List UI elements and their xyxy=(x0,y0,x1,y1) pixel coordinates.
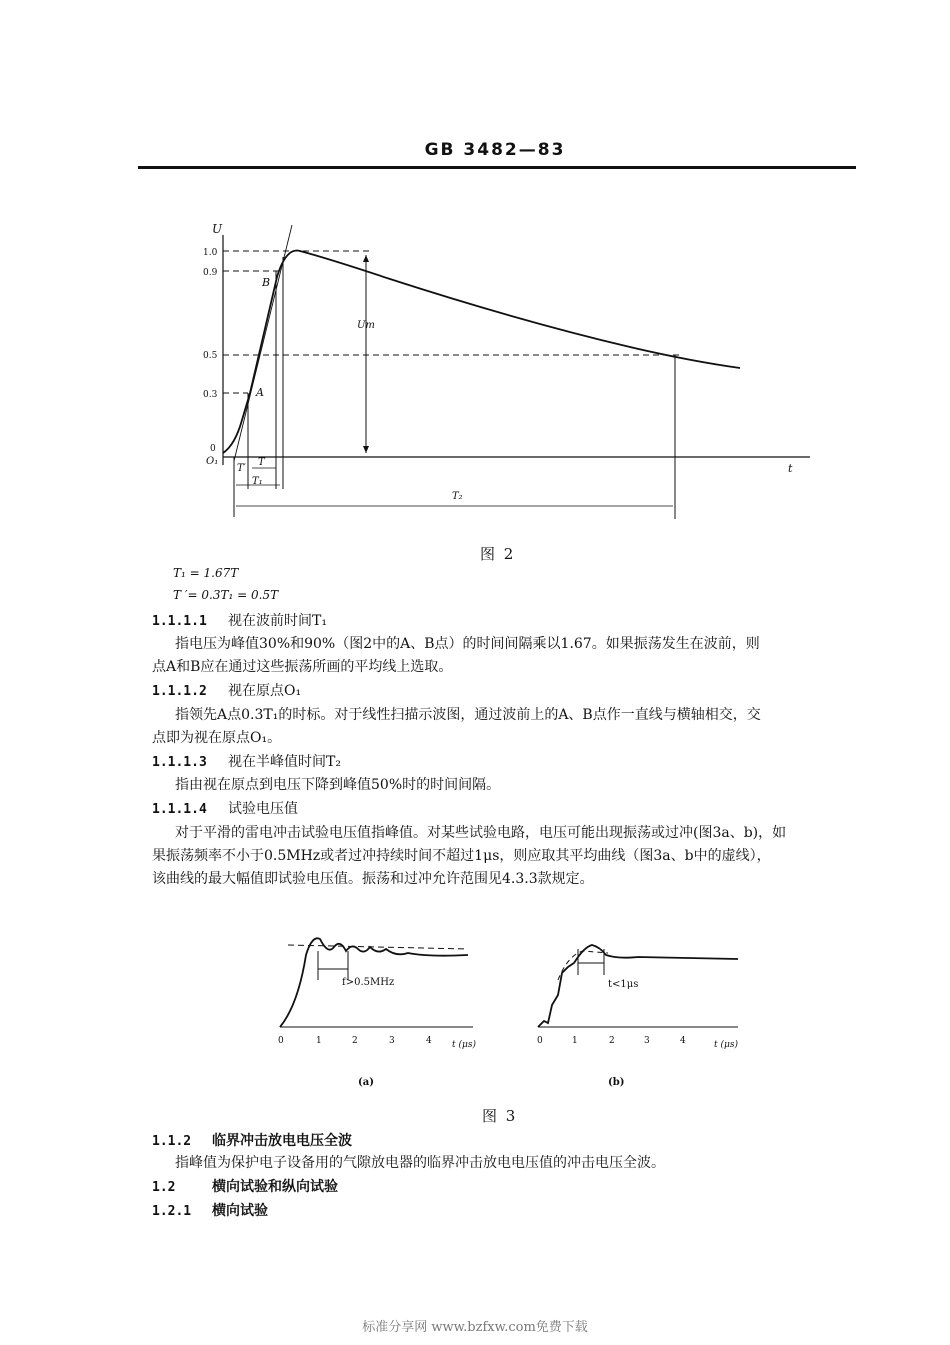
point-a-label: A xyxy=(256,386,264,399)
tick: 2 xyxy=(352,1036,358,1046)
t-axis-label: t xyxy=(788,462,793,475)
figure-3b-mean-curve xyxy=(558,951,608,980)
section-1-1-1-3 xyxy=(152,751,341,771)
formula-t1: T₁ = 1.67T xyxy=(173,566,239,580)
section-title: 视在半峰值时间T₂ xyxy=(228,754,341,770)
u-axis-label: U xyxy=(212,222,223,236)
tick: 3 xyxy=(389,1036,395,1046)
um-label: Um xyxy=(357,320,375,331)
tick: 3 xyxy=(644,1036,650,1046)
paragraph-line: 果振荡频率不小于0.5MHz或者过冲持续时间不超过1μs，则应取其平均曲线（图3a、b中的虚线）， xyxy=(152,848,771,864)
header-rule xyxy=(138,166,856,169)
paragraph-line: 指电压为峰值30%和90%（图2中的A、B点）的时间间隔乘以1.67。如果振荡发生在波前，则 xyxy=(175,636,760,652)
tick-0-3: 0.3 xyxy=(203,390,218,400)
tick: 0 xyxy=(278,1036,284,1046)
paragraph-line: 点即为视在原点O₁。 xyxy=(152,730,282,746)
paragraph-line: 该曲线的最大幅值即试验电压值。振荡和过冲允许范围见4.3.3款规定。 xyxy=(152,871,594,887)
paragraph-line: 指领先A点0.3T₁的时标。对于线性扫描示波图，通过波前上的A、B点作一直线与横轴相交，交 xyxy=(175,707,761,723)
figure-2 xyxy=(190,215,830,525)
figure-3b-caption: (b) xyxy=(608,1077,625,1088)
t1-label: T₁ xyxy=(252,476,263,487)
tick: 0 xyxy=(537,1036,543,1046)
figure-3a-caption: (a) xyxy=(358,1077,374,1088)
footer-watermark: 标准分享网 www.bzfxw.com免费下载 xyxy=(362,1320,588,1335)
t2-label: T₂ xyxy=(452,491,463,502)
standard-number: GB 3482—83 xyxy=(424,140,566,160)
section-number: 1.1.1.2 xyxy=(152,684,207,699)
section-title: 横向试验和纵向试验 xyxy=(212,1179,338,1195)
figure-3a-mean-curve xyxy=(288,945,468,949)
section-number: 1.1.1.4 xyxy=(152,802,207,817)
section-1-2-1 xyxy=(152,1200,268,1220)
tick: 4 xyxy=(426,1036,432,1046)
point-b-label: B xyxy=(262,276,271,289)
section-number: 1.2.1 xyxy=(152,1204,192,1219)
figure-3-caption: 图 3 xyxy=(482,1107,518,1125)
tick: 4 xyxy=(680,1036,686,1046)
tick-1-0: 1.0 xyxy=(203,248,218,258)
paragraph-line: 点A和B应在通过这些振荡所画的平均线上选取。 xyxy=(152,659,453,675)
section-title: 横向试验 xyxy=(212,1203,268,1219)
section-number: 1.1.2 xyxy=(152,1134,192,1149)
figure-3a xyxy=(268,925,498,1065)
freq-label: f>0.5MHz xyxy=(342,977,395,988)
section-1-1-1-4 xyxy=(152,798,298,818)
tick: 1 xyxy=(316,1036,322,1046)
tick: 1 xyxy=(572,1036,578,1046)
impulse-waveform xyxy=(223,251,740,453)
paragraph-line: 指峰值为保护电子设备用的气隙放电器的临界冲击放电电压值的冲击电压全波。 xyxy=(175,1155,665,1171)
section-title: 试验电压值 xyxy=(228,801,298,817)
section-1-1-1-1 xyxy=(152,610,327,630)
section-title: 视在波前时间T₁ xyxy=(228,613,327,629)
time-unit: t (μs) xyxy=(452,1040,476,1050)
section-title: 视在原点O₁ xyxy=(228,683,302,699)
t-label: T xyxy=(258,457,265,468)
origin-label: O₁ xyxy=(206,456,219,467)
t-prime-label: T′ xyxy=(237,463,246,474)
paragraph-line: 指由视在原点到电压下降到峰值50%时的时间间隔。 xyxy=(175,777,501,793)
tick-0: 0 xyxy=(210,444,216,454)
section-number: 1.2 xyxy=(152,1180,176,1195)
figure-2-caption: 图 2 xyxy=(480,545,516,563)
paragraph-line: 对于平滑的雷电冲击试验电压值指峰值。对某些试验电路，电压可能出现振荡或过冲(图3a、b)，如 xyxy=(175,825,787,841)
duration-label: t<1μs xyxy=(608,979,639,990)
section-1-1-1-2 xyxy=(152,680,301,700)
time-unit: t (μs) xyxy=(714,1040,738,1050)
section-number: 1.1.1.1 xyxy=(152,614,207,629)
section-title: 临界冲击放电电压全波 xyxy=(212,1133,352,1149)
tick-0-9: 0.9 xyxy=(203,268,218,278)
section-number: 1.1.1.3 xyxy=(152,755,207,770)
figure-3b xyxy=(528,925,758,1065)
tick: 2 xyxy=(609,1036,615,1046)
formula-t-prime: T ′= 0.3T₁ = 0.5T xyxy=(173,588,279,602)
tick-0-5: 0.5 xyxy=(203,351,218,361)
section-1-1-2 xyxy=(152,1130,352,1150)
section-1-2 xyxy=(152,1176,338,1196)
